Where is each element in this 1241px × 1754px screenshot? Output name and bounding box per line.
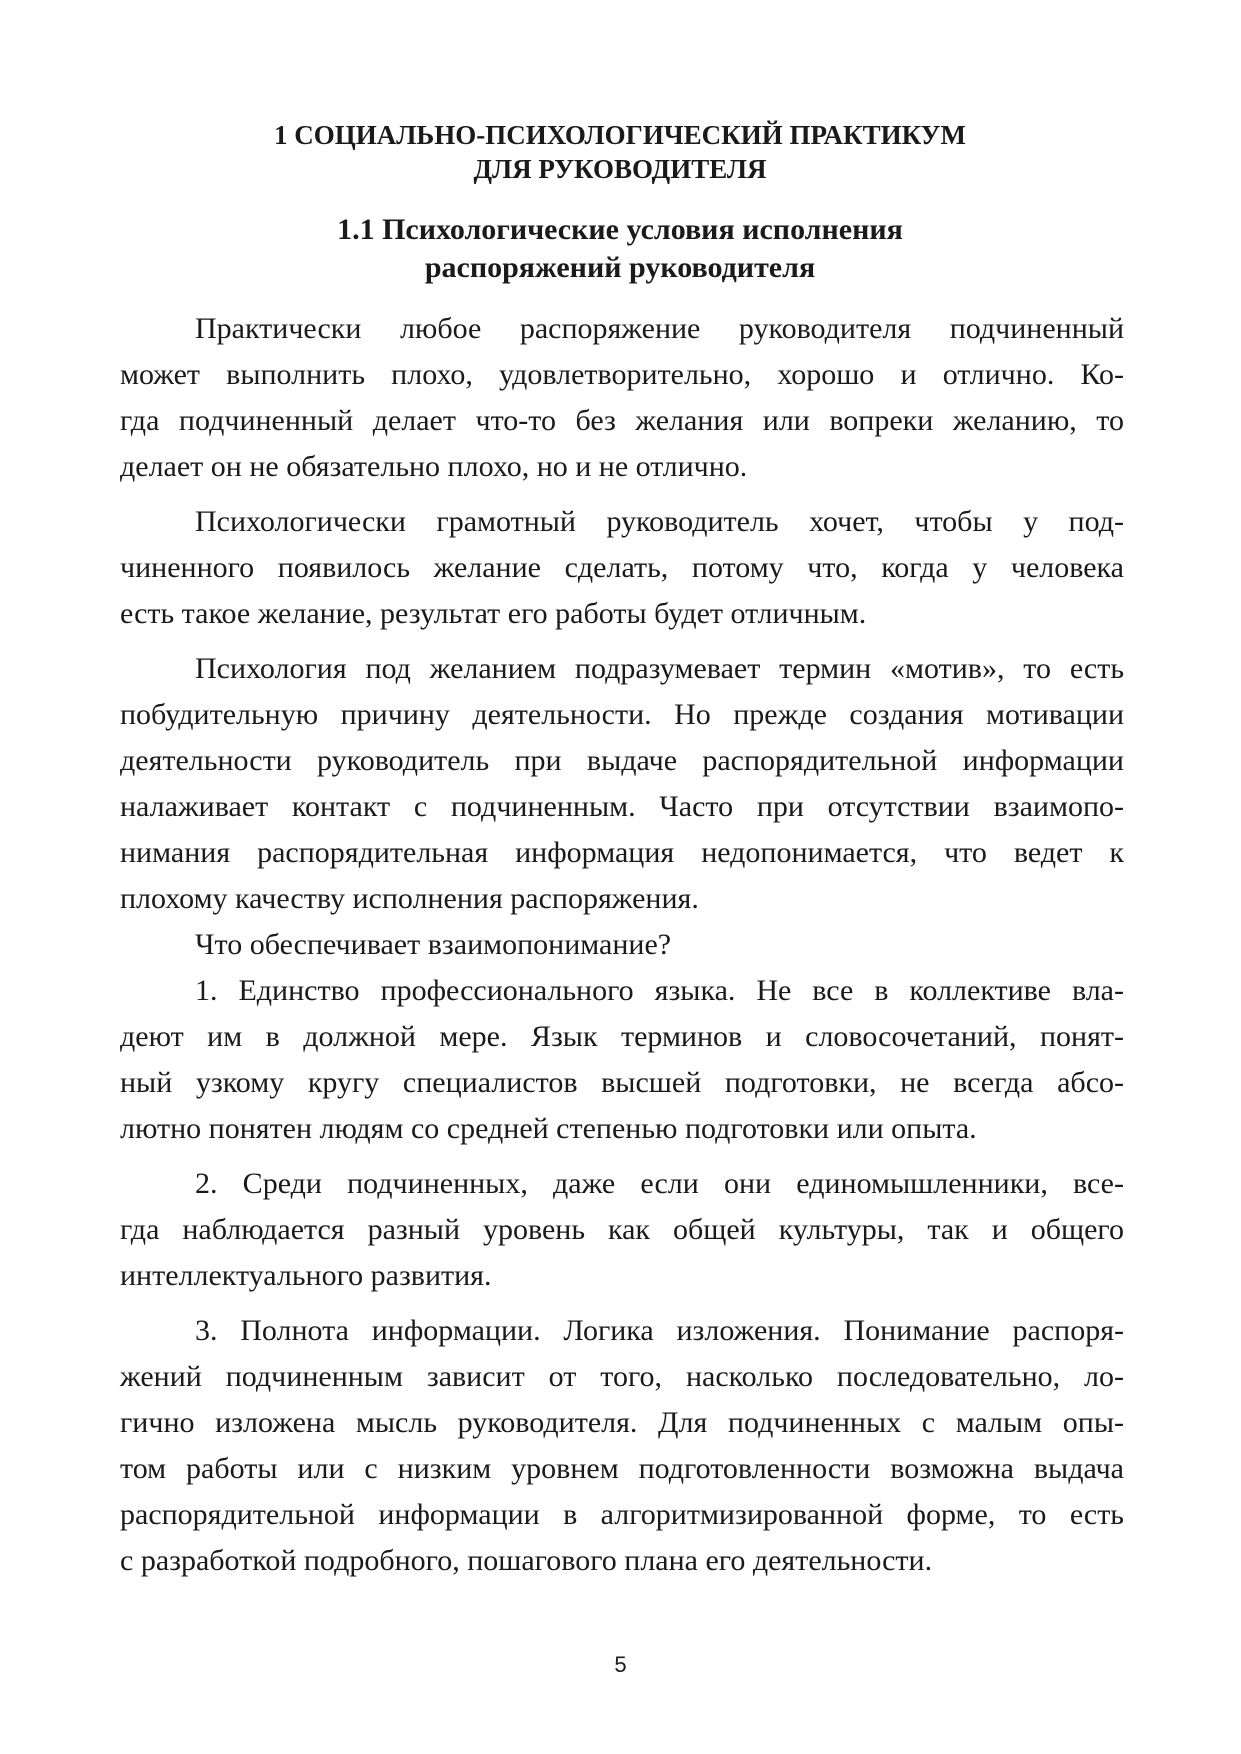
text-line: деют им в должной мере. Язык терминов и словосочетаний, понят- (120, 1020, 1124, 1053)
paragraph-3 (120, 646, 1124, 922)
section-title (120, 211, 1120, 287)
text-line: Практически любое распоряжение руководителя подчиненный (195, 312, 1124, 345)
text-line: плохому качеству исполнения распоряжения. (120, 882, 699, 915)
section-title-line: распоряжений руководителя (424, 251, 816, 284)
paragraph-2 (120, 499, 1124, 637)
text-line: есть такое желание, результат его работы будет отличным. (120, 597, 867, 630)
paragraph-4 (120, 922, 1124, 968)
text-line: деятельности руководитель при выдаче распорядительной информации (120, 744, 1124, 777)
chapter-title-line: ДЛЯ РУКОВОДИТЕЛЯ (473, 154, 767, 184)
text-line: с разработкой подробного, пошагового плана его деятельности. (120, 1544, 933, 1577)
paragraph-5 (120, 968, 1124, 1152)
text-line: 1. Единство профессионального языка. Не все в коллективе вла- (195, 974, 1124, 1007)
text-line: распорядительной информации в алгоритмизированной форме, то есть (120, 1498, 1124, 1531)
section-title-line: 1.1 Психологические условия исполнения (337, 213, 903, 246)
text-line: может выполнить плохо, удовлетворительно, хорошо и отлично. Ко- (120, 358, 1124, 391)
text-line: побудительную причину деятельности. Но прежде создания мотивации (120, 698, 1124, 731)
text-line: делает он не обязательно плохо, но и не отлично. (120, 450, 748, 483)
text-line: Что обеспечивает взаимопонимание? (195, 928, 672, 961)
text-line: гда наблюдается разный уровень как общей культуры, так и общего (120, 1213, 1124, 1246)
body-text (120, 306, 1124, 1584)
text-line: Психология под желанием подразумевает термин «мотив», то есть (195, 652, 1124, 685)
text-line: лютно понятен людям со средней степенью подготовки или опыта. (120, 1112, 977, 1145)
text-line: том работы или с низким уровнем подготовленности возможна выдача (120, 1452, 1124, 1485)
text-line: интеллектуального развития. (120, 1259, 492, 1292)
text-line: жений подчиненным зависит от того, насколько последовательно, ло- (120, 1360, 1124, 1393)
text-line: 3. Полнота информации. Логика изложения. Понимание распоря- (195, 1314, 1124, 1347)
text-line: налаживает контакт с подчиненным. Часто при отсутствии взаимопо- (120, 790, 1124, 823)
paragraph-1 (120, 306, 1124, 490)
text-line: нимания распорядительная информация недопонимается, что ведет к (120, 836, 1124, 869)
text-line: 2. Среди подчиненных, даже если они единомышленники, все- (195, 1167, 1124, 1200)
text-line: Психологически грамотный руководитель хочет, чтобы у под- (195, 505, 1124, 538)
text-line: гично изложена мысль руководителя. Для подчиненных с малым опы- (120, 1406, 1124, 1439)
page-number: 5 (614, 1652, 627, 1677)
paragraph-6 (120, 1161, 1124, 1299)
chapter-title (120, 118, 1120, 186)
text-line: чиненного появилось желание сделать, потому что, когда у человека (120, 551, 1124, 584)
paragraph-7 (120, 1308, 1124, 1584)
text-line: гда подчиненный делает что-то без желания или вопреки желанию, то (120, 404, 1124, 437)
chapter-title-line: 1 СОЦИАЛЬНО-ПСИХОЛОГИЧЕСКИЙ ПРАКТИКУМ (274, 120, 966, 150)
text-line: ный узкому кругу специалистов высшей подготовки, не всегда абсо- (120, 1066, 1124, 1099)
